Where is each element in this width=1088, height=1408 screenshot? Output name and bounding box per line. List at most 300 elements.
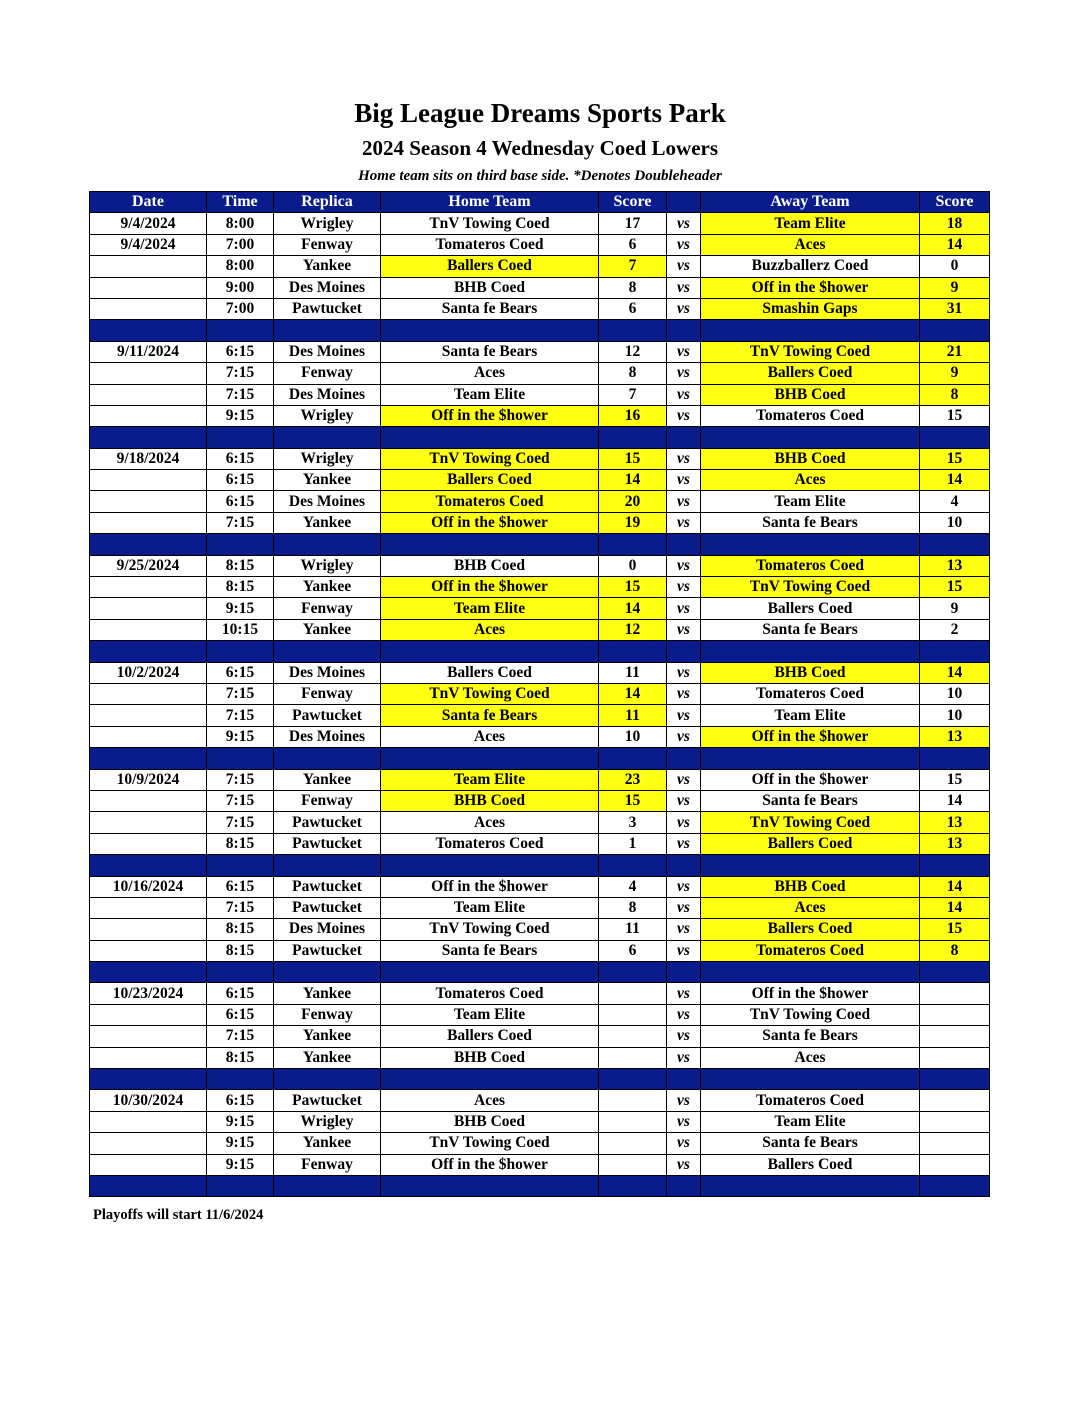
separator-cell [701,427,920,448]
separator-cell [90,1175,207,1196]
separator-cell [207,320,274,341]
away-score: 10 [920,683,990,704]
home-team: Tomateros Coed [381,491,599,512]
column-header-date: Date [90,192,207,213]
field-replica: Yankee [274,470,381,491]
week-separator-row [90,1069,990,1090]
home-team: Tomateros Coed [381,983,599,1004]
vs-label: vs [667,448,701,469]
home-score: 6 [599,940,667,961]
game-date: 10/9/2024 [90,769,207,790]
home-team: Ballers Coed [381,256,599,277]
separator-cell [90,1069,207,1090]
separator-cell [207,1069,274,1090]
away-team: Ballers Coed [701,1154,920,1175]
vs-label: vs [667,1090,701,1111]
game-time: 9:15 [207,1154,274,1175]
week-separator-row [90,320,990,341]
separator-cell [599,427,667,448]
away-score: 15 [920,448,990,469]
game-date: 9/4/2024 [90,234,207,255]
home-score: 10 [599,726,667,747]
home-score: 8 [599,897,667,918]
separator-cell [90,320,207,341]
game-time: 6:15 [207,470,274,491]
game-time: 7:15 [207,384,274,405]
game-row [90,662,990,683]
home-team: Aces [381,363,599,384]
away-team: TnV Towing Coed [701,1004,920,1025]
separator-cell [701,855,920,876]
away-score: 13 [920,833,990,854]
field-replica: Pawtucket [274,897,381,918]
separator-cell [207,427,274,448]
home-score: 11 [599,919,667,940]
away-team: TnV Towing Coed [701,341,920,362]
vs-label: vs [667,491,701,512]
separator-cell [274,1175,381,1196]
vs-label: vs [667,363,701,384]
home-score: 4 [599,876,667,897]
separator-cell [667,1069,701,1090]
game-date [90,577,207,598]
away-score [920,1047,990,1068]
game-time: 6:15 [207,662,274,683]
vs-label: vs [667,277,701,298]
home-team: Off in the $hower [381,405,599,426]
home-score: 23 [599,769,667,790]
vs-label: vs [667,940,701,961]
away-score: 10 [920,512,990,533]
away-score: 13 [920,726,990,747]
game-row [90,405,990,426]
game-date [90,363,207,384]
game-time: 8:15 [207,940,274,961]
separator-cell [381,855,599,876]
away-score [920,1090,990,1111]
separator-cell [90,641,207,662]
separator-cell [599,748,667,769]
game-row [90,876,990,897]
week-separator-row [90,641,990,662]
home-score: 1 [599,833,667,854]
away-team: Santa fe Bears [701,1133,920,1154]
away-team: Aces [701,234,920,255]
separator-cell [920,855,990,876]
away-team: Santa fe Bears [701,1026,920,1047]
away-score: 14 [920,470,990,491]
home-team: Off in the $hower [381,512,599,533]
game-row [90,833,990,854]
home-score: 14 [599,683,667,704]
home-score: 0 [599,555,667,576]
vs-label: vs [667,833,701,854]
field-replica: Yankee [274,1133,381,1154]
home-score: 6 [599,234,667,255]
field-replica: Fenway [274,598,381,619]
vs-label: vs [667,1133,701,1154]
away-score [920,1026,990,1047]
away-score: 9 [920,598,990,619]
game-row [90,213,990,234]
home-team: Ballers Coed [381,662,599,683]
game-row [90,790,990,811]
away-team: Aces [701,470,920,491]
home-score [599,1026,667,1047]
home-team: Team Elite [381,769,599,790]
away-score: 8 [920,940,990,961]
vs-label: vs [667,470,701,491]
separator-cell [381,748,599,769]
game-row [90,812,990,833]
field-replica: Des Moines [274,341,381,362]
away-team: Aces [701,897,920,918]
vs-label: vs [667,598,701,619]
week-separator-row [90,748,990,769]
separator-cell [599,534,667,555]
home-score: 14 [599,470,667,491]
game-time: 9:15 [207,405,274,426]
column-header-replica: Replica [274,192,381,213]
home-team: TnV Towing Coed [381,448,599,469]
field-replica: Des Moines [274,919,381,940]
game-date [90,919,207,940]
column-header-time: Time [207,192,274,213]
field-replica: Pawtucket [274,1090,381,1111]
vs-label: vs [667,662,701,683]
separator-cell [274,855,381,876]
separator-cell [381,962,599,983]
game-time: 9:15 [207,1111,274,1132]
game-time: 6:15 [207,1090,274,1111]
separator-cell [701,320,920,341]
game-time: 7:15 [207,705,274,726]
away-score: 2 [920,619,990,640]
week-separator-row [90,1175,990,1196]
field-replica: Wrigley [274,213,381,234]
vs-label: vs [667,919,701,940]
field-replica: Fenway [274,234,381,255]
game-time: 6:15 [207,448,274,469]
game-row [90,234,990,255]
separator-cell [90,748,207,769]
separator-cell [274,427,381,448]
vs-label: vs [667,298,701,319]
page-subtitle: 2024 Season 4 Wednesday Coed Lowers [361,136,719,160]
home-team: BHB Coed [381,1111,599,1132]
separator-cell [599,855,667,876]
field-replica: Pawtucket [274,833,381,854]
field-replica: Yankee [274,256,381,277]
game-time: 7:15 [207,512,274,533]
away-team: Off in the $hower [701,769,920,790]
home-team: TnV Towing Coed [381,683,599,704]
separator-cell [701,962,920,983]
separator-cell [667,641,701,662]
separator-cell [599,641,667,662]
field-replica: Yankee [274,983,381,1004]
away-team: Santa fe Bears [701,619,920,640]
separator-cell [920,962,990,983]
separator-cell [599,1175,667,1196]
home-team: Ballers Coed [381,1026,599,1047]
home-team: Ballers Coed [381,470,599,491]
separator-cell [920,320,990,341]
away-score: 18 [920,213,990,234]
game-row [90,363,990,384]
game-time: 7:15 [207,769,274,790]
game-time: 8:15 [207,555,274,576]
away-score [920,1133,990,1154]
home-score: 15 [599,790,667,811]
separator-cell [207,1175,274,1196]
away-team: Ballers Coed [701,919,920,940]
game-row [90,277,990,298]
home-team: BHB Coed [381,555,599,576]
separator-cell [207,962,274,983]
separator-cell [381,320,599,341]
game-time: 8:15 [207,577,274,598]
game-time: 7:15 [207,363,274,384]
home-score: 8 [599,363,667,384]
home-team: Santa fe Bears [381,705,599,726]
separator-cell [599,1069,667,1090]
vs-label: vs [667,897,701,918]
game-row [90,1133,990,1154]
separator-cell [274,320,381,341]
away-score: 9 [920,277,990,298]
field-replica: Yankee [274,1047,381,1068]
vs-label: vs [667,577,701,598]
game-row [90,769,990,790]
separator-cell [667,320,701,341]
separator-cell [274,1069,381,1090]
separator-cell [90,962,207,983]
separator-cell [207,641,274,662]
away-score: 14 [920,876,990,897]
vs-label: vs [667,256,701,277]
home-score: 15 [599,577,667,598]
game-row [90,619,990,640]
home-score: 12 [599,341,667,362]
game-date [90,470,207,491]
game-date [90,790,207,811]
away-team: Team Elite [701,705,920,726]
separator-cell [667,427,701,448]
game-date: 10/16/2024 [90,876,207,897]
separator-cell [381,427,599,448]
game-row [90,726,990,747]
field-replica: Yankee [274,619,381,640]
column-header-away-score: Score [920,192,990,213]
home-score [599,1154,667,1175]
separator-cell [599,962,667,983]
separator-cell [381,534,599,555]
game-time: 6:15 [207,876,274,897]
away-score: 15 [920,919,990,940]
away-team: Smashin Gaps [701,298,920,319]
game-row [90,256,990,277]
home-team: BHB Coed [381,277,599,298]
home-team: Aces [381,619,599,640]
game-time: 8:15 [207,1047,274,1068]
game-date [90,1111,207,1132]
game-date: 9/25/2024 [90,555,207,576]
game-row [90,384,990,405]
game-time: 7:15 [207,790,274,811]
home-team: Aces [381,812,599,833]
away-team: Team Elite [701,213,920,234]
separator-cell [90,534,207,555]
home-team: Off in the $hower [381,577,599,598]
field-replica: Wrigley [274,448,381,469]
away-score: 4 [920,491,990,512]
game-date [90,405,207,426]
field-replica: Pawtucket [274,876,381,897]
home-team: Tomateros Coed [381,833,599,854]
field-replica: Fenway [274,790,381,811]
home-score: 7 [599,256,667,277]
game-row [90,940,990,961]
away-team: Team Elite [701,491,920,512]
vs-label: vs [667,790,701,811]
game-time: 8:15 [207,919,274,940]
separator-cell [920,1175,990,1196]
game-row [90,1154,990,1175]
away-team: BHB Coed [701,876,920,897]
separator-cell [207,748,274,769]
game-date [90,1004,207,1025]
away-team: Tomateros Coed [701,683,920,704]
page-title: Big League Dreams Sports Park [354,98,726,128]
game-time: 6:15 [207,491,274,512]
vs-label: vs [667,1111,701,1132]
away-team: Aces [701,1047,920,1068]
away-team: BHB Coed [701,662,920,683]
home-team: Off in the $hower [381,876,599,897]
away-score: 21 [920,341,990,362]
separator-cell [920,1069,990,1090]
separator-cell [667,748,701,769]
game-date [90,812,207,833]
home-score: 11 [599,662,667,683]
game-date: 9/18/2024 [90,448,207,469]
home-team: TnV Towing Coed [381,1133,599,1154]
game-row [90,983,990,1004]
game-date: 10/23/2024 [90,983,207,1004]
field-replica: Des Moines [274,384,381,405]
home-score: 19 [599,512,667,533]
game-date [90,833,207,854]
separator-cell [667,962,701,983]
home-score: 16 [599,405,667,426]
week-separator-row [90,962,990,983]
game-row [90,1004,990,1025]
away-score: 14 [920,662,990,683]
away-team: Tomateros Coed [701,1090,920,1111]
home-score [599,1111,667,1132]
away-team: Team Elite [701,1111,920,1132]
field-replica: Pawtucket [274,705,381,726]
home-team: Santa fe Bears [381,940,599,961]
field-replica: Des Moines [274,662,381,683]
field-replica: Yankee [274,769,381,790]
home-score: 6 [599,298,667,319]
home-team: Santa fe Bears [381,298,599,319]
away-team: BHB Coed [701,384,920,405]
away-score: 15 [920,577,990,598]
game-row [90,298,990,319]
game-time: 7:00 [207,234,274,255]
game-row [90,470,990,491]
home-score [599,1090,667,1111]
field-replica: Yankee [274,512,381,533]
separator-cell [90,855,207,876]
separator-cell [274,962,381,983]
home-team: Team Elite [381,1004,599,1025]
vs-label: vs [667,512,701,533]
field-replica: Fenway [274,363,381,384]
vs-label: vs [667,726,701,747]
away-score [920,1154,990,1175]
home-team: Team Elite [381,598,599,619]
field-replica: Yankee [274,577,381,598]
home-score: 14 [599,598,667,619]
away-team: TnV Towing Coed [701,812,920,833]
game-time: 9:15 [207,1133,274,1154]
game-row [90,555,990,576]
home-team: Aces [381,1090,599,1111]
game-date [90,491,207,512]
game-date [90,598,207,619]
separator-cell [701,534,920,555]
game-row [90,1047,990,1068]
vs-label: vs [667,213,701,234]
home-score: 15 [599,448,667,469]
game-date: 9/4/2024 [90,213,207,234]
home-score [599,1047,667,1068]
separator-cell [274,748,381,769]
game-date [90,256,207,277]
away-team: Off in the $hower [701,983,920,1004]
away-score: 15 [920,405,990,426]
game-date: 10/2/2024 [90,662,207,683]
separator-cell [599,320,667,341]
game-date [90,705,207,726]
away-team: Tomateros Coed [701,555,920,576]
game-row [90,919,990,940]
game-date [90,940,207,961]
field-replica: Des Moines [274,726,381,747]
separator-cell [667,855,701,876]
schedule-body [90,213,990,1197]
game-row [90,577,990,598]
field-replica: Des Moines [274,491,381,512]
away-score [920,1111,990,1132]
separator-cell [701,641,920,662]
home-score: 20 [599,491,667,512]
separator-cell [381,641,599,662]
game-date [90,726,207,747]
game-date [90,298,207,319]
game-date [90,1047,207,1068]
separator-cell [920,748,990,769]
away-team: BHB Coed [701,448,920,469]
vs-label: vs [667,555,701,576]
vs-label: vs [667,983,701,1004]
separator-cell [274,641,381,662]
home-score: 11 [599,705,667,726]
